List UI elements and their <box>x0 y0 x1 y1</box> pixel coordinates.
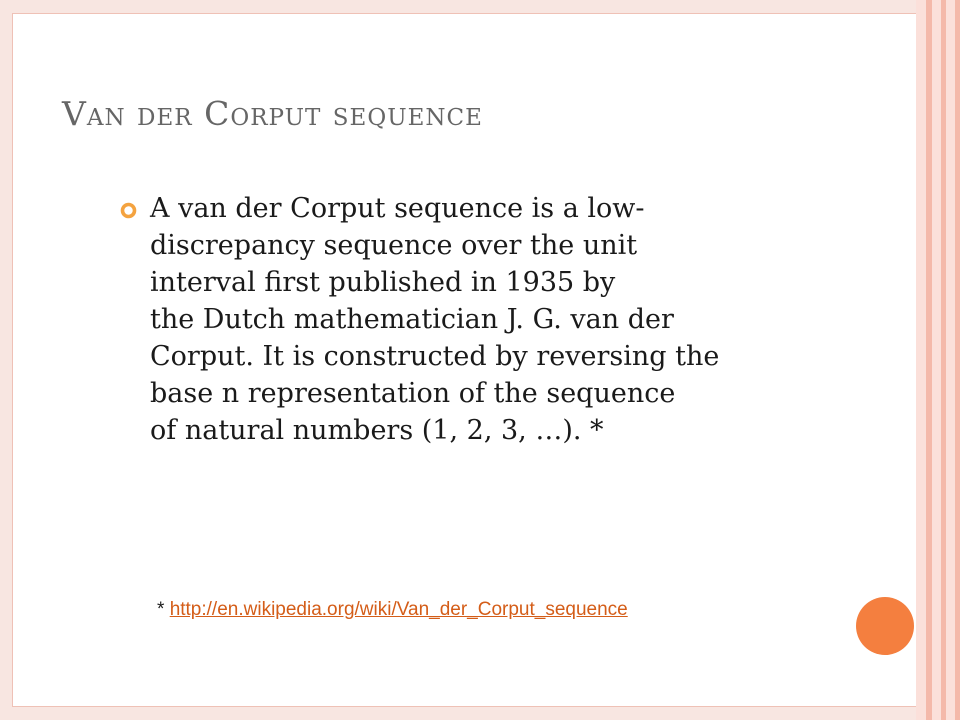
bullet-text-line: interval first published in 1935 by <box>150 267 616 298</box>
footnote-marker: * <box>157 599 170 620</box>
footnote-link[interactable]: http://en.wikipedia.org/wiki/Van_der_Corput_sequence <box>169 599 628 620</box>
footnote <box>157 599 628 621</box>
bullet-item <box>120 190 820 449</box>
bullet-text <box>150 190 820 449</box>
right-stripe <box>932 0 941 720</box>
slide-title: Van der Corput sequence <box>62 94 483 133</box>
bullet-text-line: base n representation of the sequence <box>150 378 676 409</box>
bullet-text-line: discrepancy sequence over the unit <box>150 230 638 261</box>
orange-ring-bullet-icon <box>120 202 137 219</box>
decorative-orange-circle <box>856 597 914 655</box>
bullet-text-line: the Dutch mathematician J. G. van der <box>150 304 674 335</box>
bullet-text-line: of natural numbers (1, 2, 3, …). * <box>150 415 604 446</box>
right-stripe <box>946 0 955 720</box>
bullet-text-line: Corput. It is constructed by reversing the <box>150 341 720 372</box>
right-stripe <box>916 0 926 720</box>
bullet-text-line: A van der Corput sequence is a low- <box>150 193 645 224</box>
right-stripe <box>955 0 960 720</box>
